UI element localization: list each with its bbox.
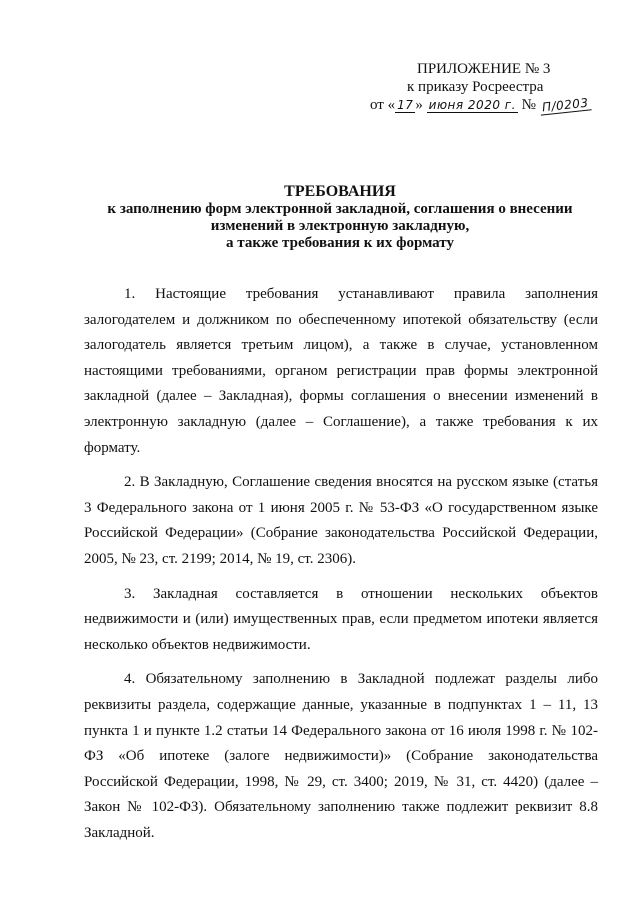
date-mid: » <box>415 97 423 113</box>
appendix-date-line <box>370 96 600 114</box>
paragraph-3: 3. Закладная составляется в отношении нескольких объектов недвижимости и (или) имущественных прав, если предметом ипотеки является несколько объектов недвижимости. <box>84 585 598 653</box>
title-main: ТРЕБОВАНИЯ <box>284 183 396 200</box>
paragraph-2: 2. В Закладную, Соглашение сведения вносятся на русском языке (статья 3 Федерального закона от 1 июня 2005 г. № 53-ФЗ «О государственном языке Российской Федерации» (Собрание законодательства Российской Федерации, 2005, № 23, ст. 2199; 2014, № 19, ст. 2306). <box>84 474 598 567</box>
document-title <box>40 183 640 252</box>
handwritten-month-year: июня 2020 г. <box>428 98 516 112</box>
appendix-title: ПРИЛОЖЕНИЕ № 3 <box>417 61 551 77</box>
title-line-4: а также требования к их формату <box>226 235 454 251</box>
handwritten-number: П/0203 <box>539 95 591 115</box>
paragraph-1: 1. Настоящие требования устанавливают правила заполнения залогодателем и должником по обеспеченному ипотекой обязательству (если залогодатель является третьим лицом), а также в случае, установленном настоящими требованиями, органом регистрации прав формы электронной закладной (далее – Закладная), формы соглашения о внесении изменений в электронную закладную (далее – Соглашение), а также требования к их формату. <box>84 286 598 456</box>
paragraph-4: 4. Обязательному заполнению в Закладной подлежат разделы либо реквизиты раздела, содержащие данные, указанные в подпунктах 1 – 11, 13 пункта 1 и пункте 1.2 статьи 14 Федерального закона от 16 июля 1998 г. № 102-ФЗ «Об ипотеке (залоге недвижимости)» (Собрание законодательства Российской Федерации, 1998, № 29, ст. 3400; 2019, № 31, ст. 4420) (далее – Закон № 102-ФЗ). Обязательному заполнению также подлежит реквизит 8.8 Закладной. <box>84 671 598 841</box>
document-body <box>84 282 598 855</box>
appendix-order-ref: к приказу Росреестра <box>407 79 544 95</box>
number-prefix: № <box>521 97 536 113</box>
appendix-header <box>360 60 600 114</box>
title-line-3: изменений в электронную закладную, <box>210 218 470 234</box>
handwritten-day: 17 <box>397 98 414 112</box>
date-prefix: от « <box>370 97 396 113</box>
title-line-2: к заполнению форм электронной закладной, соглашения о внесении <box>107 201 573 217</box>
